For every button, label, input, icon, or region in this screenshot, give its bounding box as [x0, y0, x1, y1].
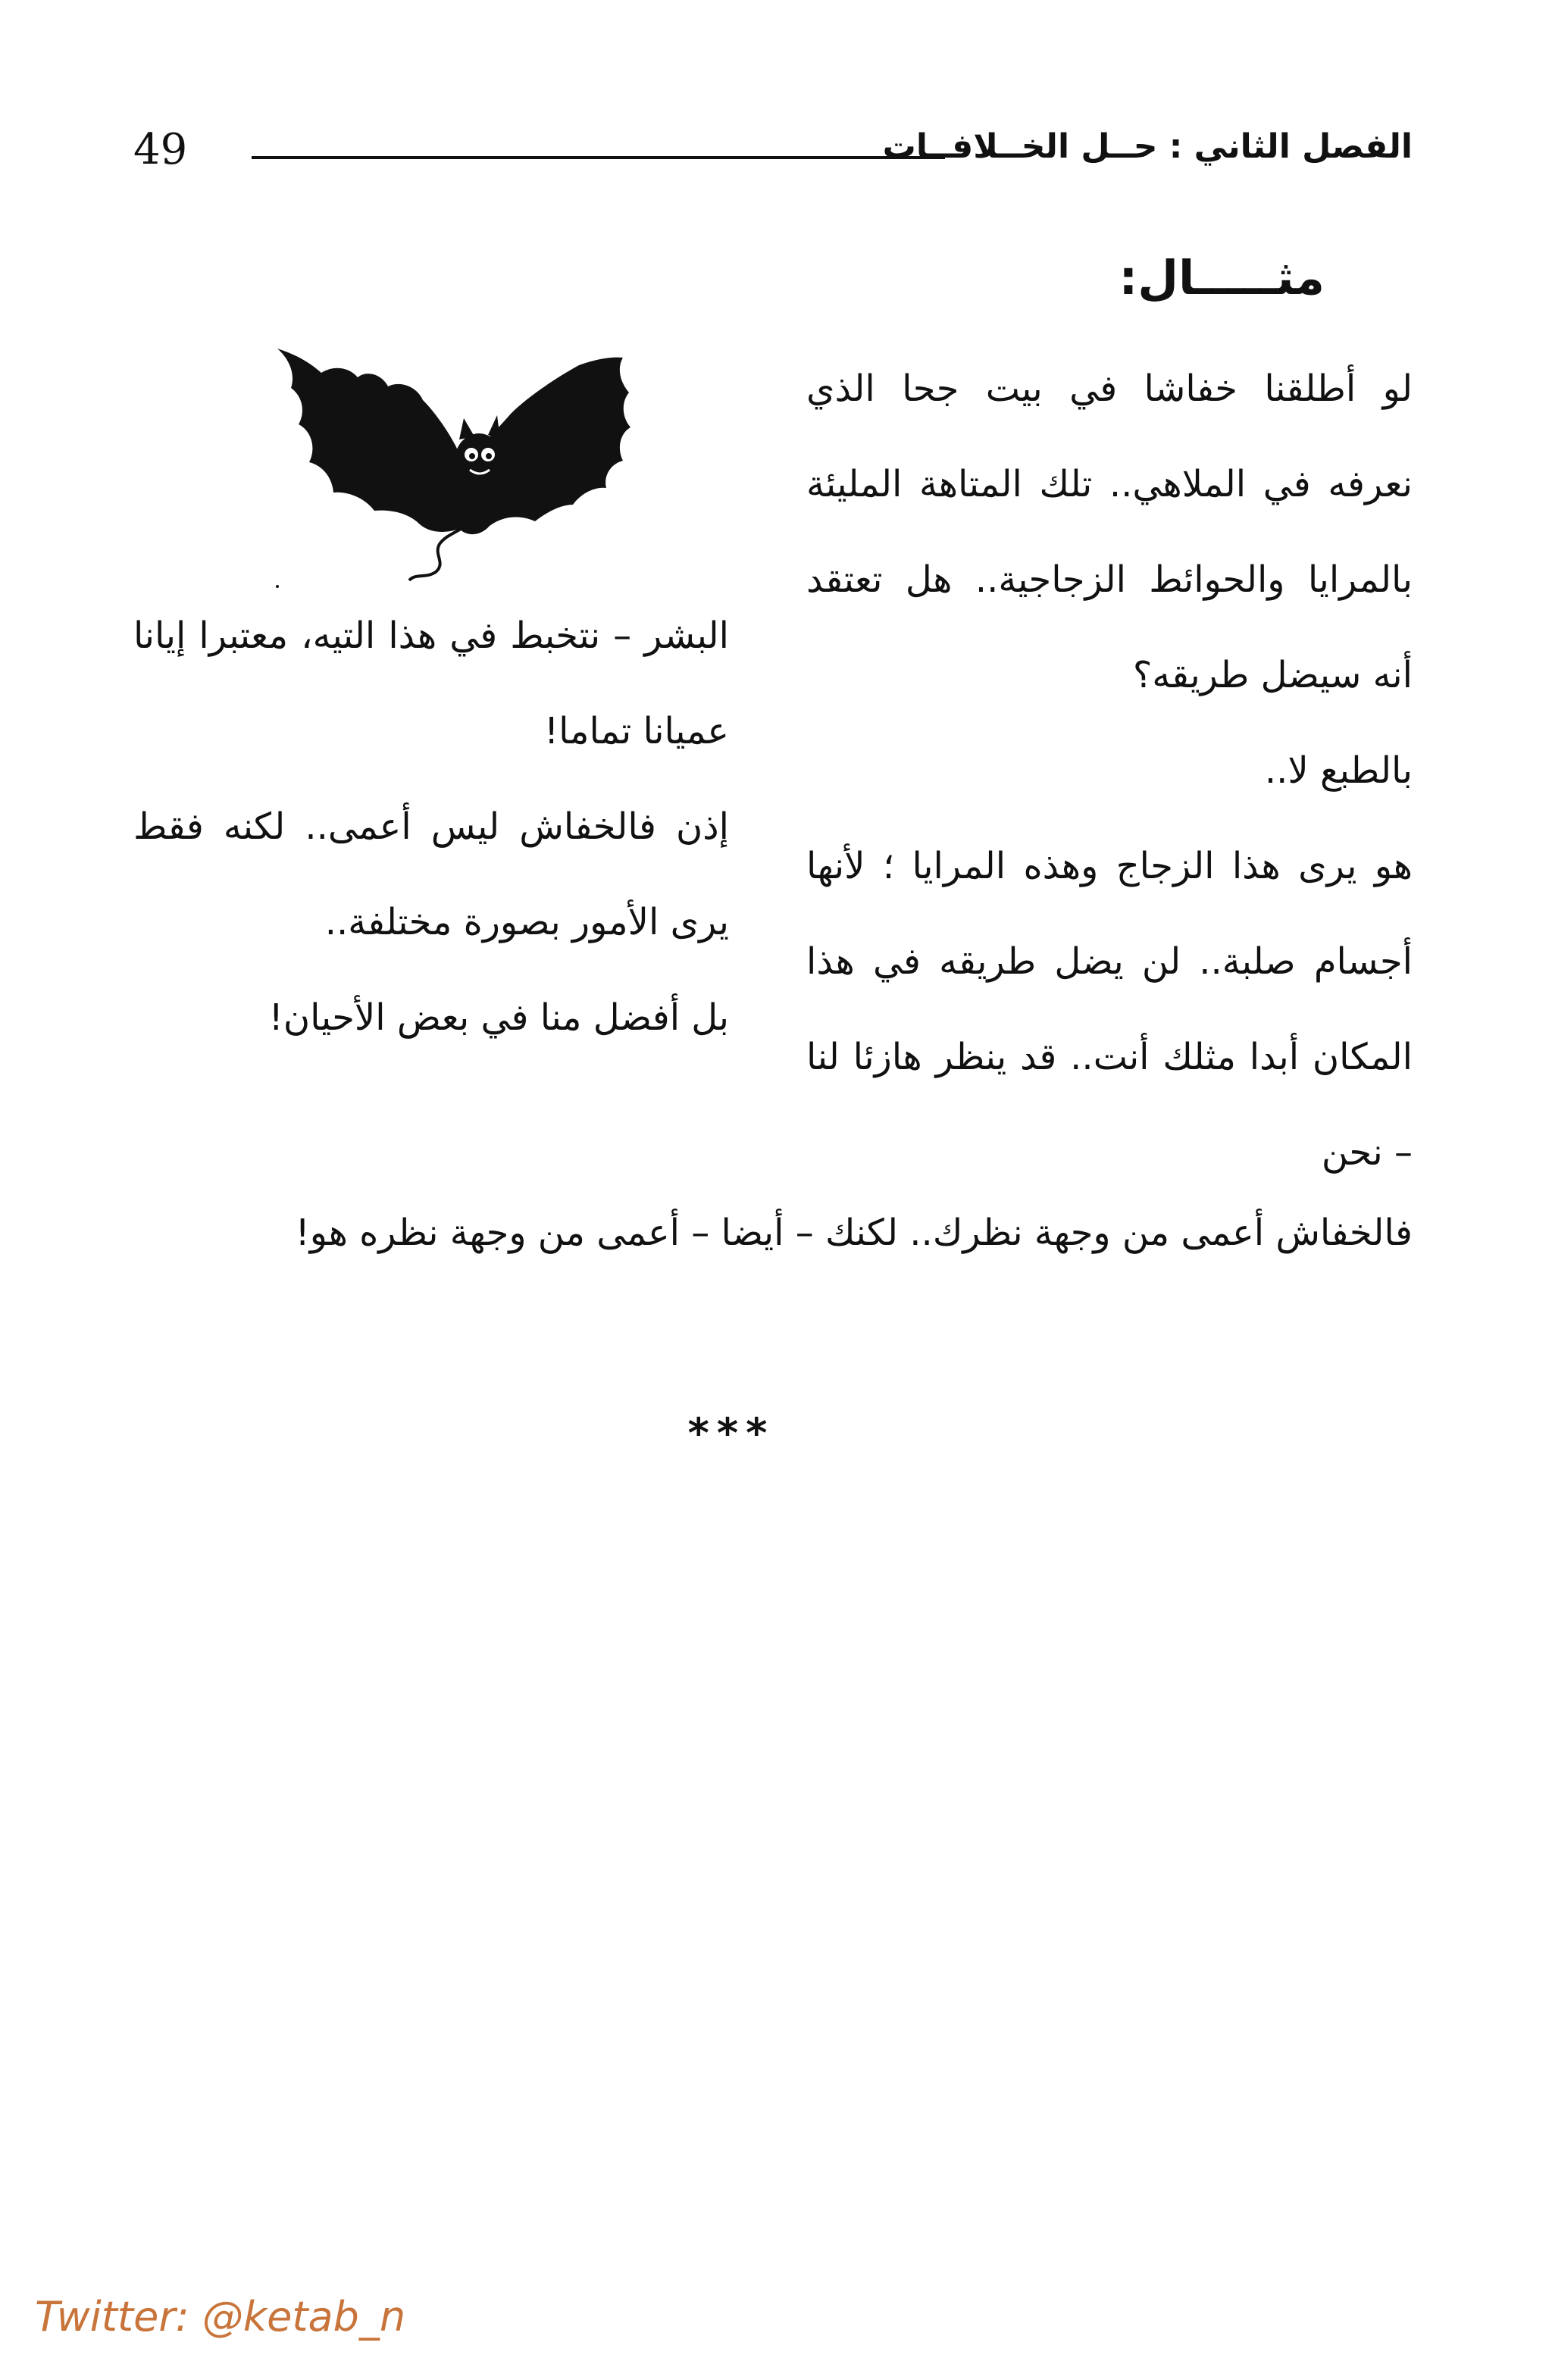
- section-separator: ***: [687, 1409, 775, 1457]
- paragraph: لو أطلقنا خفاشا في بيت جحا الذي نعرفه في الملاهي.. تلك المتاهة المليئة بالمرايا والحوائط الزجاجية.. هل تعتقد أنه سيضل طريقه؟: [806, 367, 1413, 696]
- conclusion-paragraph: فالخفاش أعمى من وجهة نظرك.. لكنك – أيضا – أعمى من وجهة نظره هو!: [295, 1212, 1413, 1254]
- section-title: مثـــــال:: [1119, 250, 1325, 305]
- left-column: [133, 588, 729, 1065]
- page-number: 49: [133, 125, 188, 174]
- paragraph: إذن فالخفاش ليس أعمى.. لكنه فقط يرى الأمور بصورة مختلفة..: [133, 805, 729, 943]
- paragraph: بالطبع لا..: [1264, 749, 1413, 792]
- paragraph: بل أفضل منا في بعض الأحيان!: [268, 996, 729, 1039]
- right-column: [806, 341, 1413, 1200]
- header-rule: [252, 156, 945, 159]
- running-head: الفصل الثاني : حــل الخــلافــات: [882, 127, 1413, 166]
- paragraph: هو يرى هذا الزجاج وهذه المرايا ؛ لأنها أجسام صلبة.. لن يضل طريقه في هذا المكان أبدا مثلك أنت.. قد ينظر هازئا لنا – نحن: [806, 845, 1413, 1174]
- paragraph: البشر – نتخبط في هذا التيه، معتبرا إيانا عميانا تماما!: [133, 615, 729, 752]
- bat-icon: [261, 342, 647, 593]
- watermark: Twitter: @ketab_n: [35, 2293, 406, 2341]
